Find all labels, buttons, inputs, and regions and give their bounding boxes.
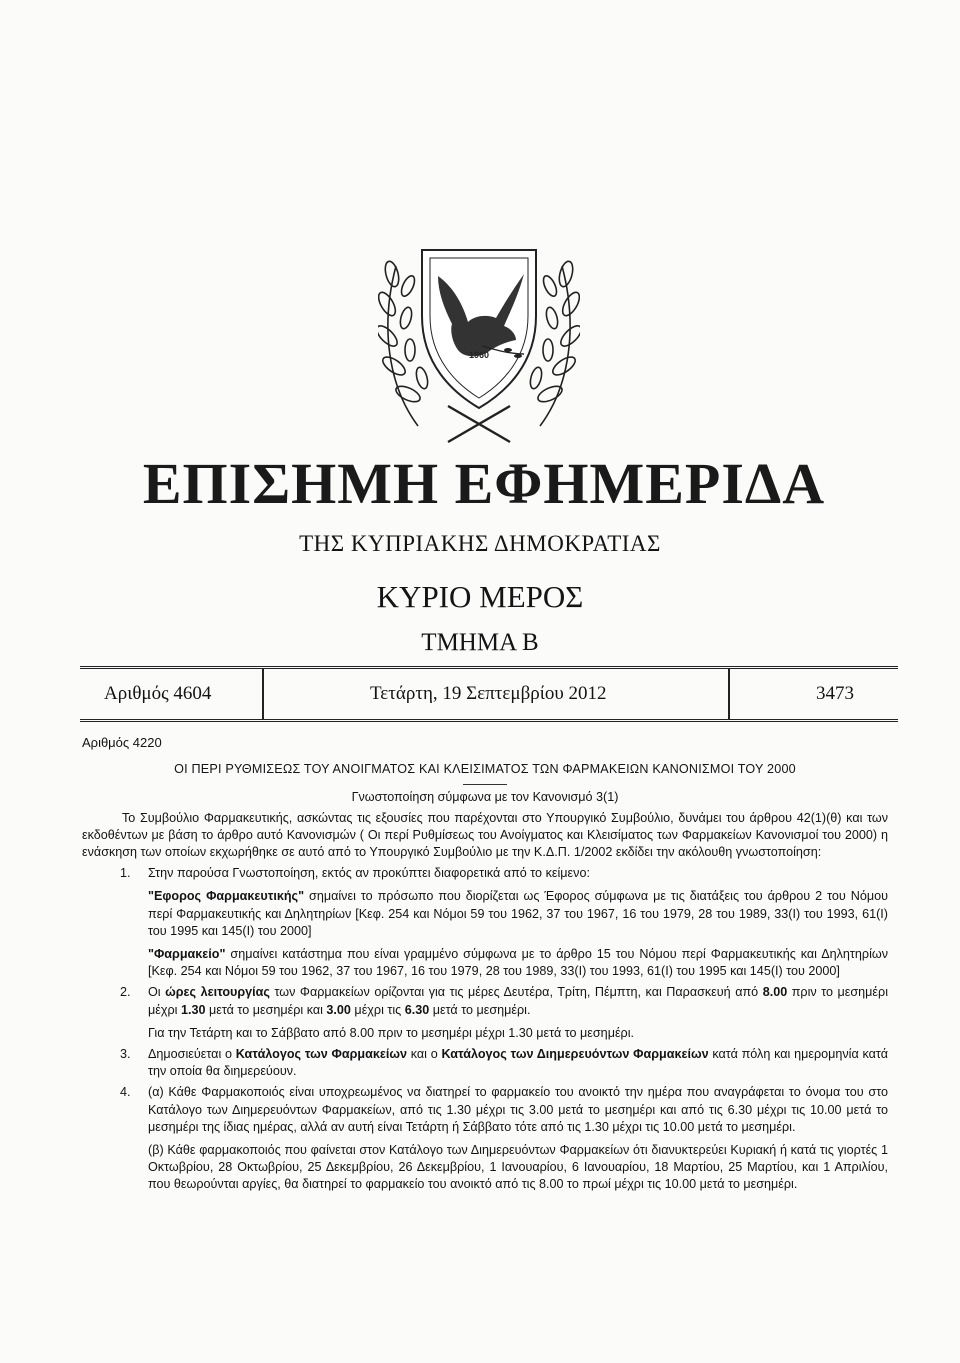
gazette-section: ΤΜΗΜΑ Β: [421, 629, 539, 656]
item-text: Οι: [148, 985, 166, 1000]
document-number: Αριθμός 4220: [82, 735, 162, 750]
divider: [262, 669, 264, 719]
item-subparagraph: (β) Κάθε φαρμακοποιός που φαίνεται στον Κατάλογο των Διημερευόντων Φαρμακείων ότι διανυκτερεύει Κυριακή ή κατά τις γιορτές 1 Οκτωβρίου, 28 Οκτωβρίου, 25 Δεκεμβρίου, 26 Δεκεμβρίου, 1 Ιανουαρίου, 6 Ιανουαρίου, 18 Μαρτίου, 25 Μαρτίου, και 1 Απριλίου, που θεωρούνται αργίες, θα διατηρεί το φαρμακείο του ανοικτό από τις 8.00 το πρωί μέχρι τις 10.00 μετά το μεσημέρι.: [148, 1143, 888, 1192]
list-item: [82, 865, 888, 882]
gazette-title: ΕΠΙΣΗΜΗ ΕΦΗΜΕΡΙΔΑ: [142, 451, 826, 516]
item-text-bold: 1.30: [180, 1002, 206, 1017]
definition: [82, 946, 888, 980]
item-number: 3.: [120, 1047, 131, 1062]
masthead: [0, 451, 960, 657]
item-text: Στην παρούσα Γνωστοποίηση, εκτός αν προκύπτει διαφορετικά από το κείμενο:: [148, 866, 590, 881]
item-text-bold: 3.00: [326, 1002, 351, 1017]
definition-term: "Εφορος Φαρμακευτικής": [148, 889, 305, 904]
item-text: μέχρι τις: [350, 1002, 405, 1017]
notice-heading: Γνωστοποίηση σύμφωνα με τον Κανονισμό 3(1): [351, 790, 619, 805]
item-text: (α) Κάθε Φαρμακοποιός είναι υποχρεωμένος να διατηρεί το φαρμακείο του ανοικτό την ημέρα που αναγράφεται το όνομα του στο Κατάλογο των Διημερευόντων Φαρμακείων, από τις 1.30 μέχρι τις 3.00 μετά το μεσημέρι και από τις 6.30 μέχρι τις 10.00 μετά το μεσημέρι της ίδιας ημέρας, αλλά αν αυτή είναι Τετάρτη ή Σάββατο τότε από τις 1.30 μέχρι τις 10.00 μετά το μεσημέρι.: [148, 1085, 888, 1134]
document-body: [82, 722, 888, 1194]
item-number: 1.: [120, 866, 131, 881]
definition-text: σημαίνει το πρόσωπο που διορίζεται ως Έφορος σύμφωνα με τις διατάξεις του άρθρου 2 του Νόμου περί Φαρμακευτικής και Δηλητηρίων [Κεφ. 254 και Νόμοι 59 του 1962, 37 του 1967, 16 του 1979, 28 του 1989, 33(Ι) του 1993, 61(Ι) του 1995 και 145(Ι) του 2000]: [148, 889, 888, 938]
item-number: 4.: [120, 1085, 131, 1100]
item-text-bold: 6.30: [404, 1002, 430, 1017]
item-text-bold: ώρες λειτουργίας: [165, 985, 270, 1000]
item-note: Για την Τετάρτη και το Σάββατο από 8.00 πριν το μεσημέρι μέχρι 1.30 μετά το μεσημέρι.: [148, 1025, 635, 1040]
issue-number: Αριθμός 4604: [104, 683, 212, 704]
item-text: μετά το μεσημέρι.: [429, 1002, 531, 1017]
definition-term: "Φαρμακείο": [148, 947, 226, 962]
item-number: 2.: [120, 985, 131, 1000]
definition-text: σημαίνει κατάστημα που είναι γραμμένο σύμφωνα με το άρθρο 15 του Νόμου περί Φαρμακευτικής και Δηλητηρίων [Κεφ. 254 και Νόμοι 59 του 1962, 37 του 1967, 16 του 1979, 28 του 1989, 33(Ι) του 1993, 61(Ι) του 1995 και 145(Ι) του 2000]: [148, 947, 889, 979]
item-text: κατά πόλη και ημερομηνία κατά την οποία θα διημερεύουν.: [148, 1047, 888, 1079]
regulation-title: ΟΙ ΠΕΡΙ ΡΥΘΜΙΣΕΩΣ ΤΟΥ ΑΝΟΙΓΜΑΤΟΣ ΚΑΙ ΚΛΕΙΣΙΜΑΤΟΣ ΤΩΝ ΦΑΡΜΑΚΕΙΩΝ ΚΑΝΟΝΙΣΜΟΙ ΤΟΥ 2000: [174, 762, 796, 777]
title-rule: [463, 784, 507, 785]
item-text: Δημοσιεύεται ο: [148, 1047, 236, 1062]
page-number: 3473: [816, 683, 854, 704]
item-text: πριν το μεσημέρι μέχρι: [148, 985, 889, 1017]
item-text: των Φαρμακείων ορίζονται για τις μέρες Δευτέρα, Τρίτη, Πέμπτη, και Παρασκευή από: [269, 985, 763, 1000]
list-item: [82, 1084, 888, 1136]
item-text: και ο: [406, 1047, 442, 1062]
divider: [728, 669, 730, 719]
list-item: [82, 1046, 888, 1080]
item-text-bold: 8.00: [762, 985, 788, 1000]
list-item: [82, 984, 888, 1018]
item-text-bold: Κατάλογος των Φαρμακείων: [235, 1047, 407, 1062]
item-text-bold: Κατάλογος των Διημερευόντων Φαρμακείων: [441, 1047, 709, 1062]
definition: [82, 888, 888, 940]
emblem-year: 1960: [468, 350, 490, 360]
gazette-part: ΚΥΡΙΟ ΜΕΡΟΣ: [376, 579, 584, 614]
issue-bar: [80, 666, 898, 722]
item-text: μετά το μεσημέρι και: [205, 1002, 327, 1017]
preamble: Το Συμβούλιο Φαρμακευτικής, ασκώντας τις εξουσίες που παρέχονται στο Υπουργικό Συμβούλιο, δυνάμει του άρθρου 42(1)(θ) και των εκδοθέντων με βάση το άρθρο αυτό Κανονισμών ( Οι περί Ρυθμίσεως του Ανοίγματος και Κλεισίματος των Φαρμακείων Κανονισμοί του 2000) η ενάσκηση των οποίων εκχωρήθηκε σε αυτό από το Υπουργικό Συμβούλιο με την Κ.Δ.Π. 1/2002 εκδίδει την ακόλουθη γνωστοποίηση:: [82, 810, 888, 860]
issue-date: Τετάρτη, 19 Σεπτεμβρίου 2012: [370, 683, 607, 704]
gazette-subtitle: ΤΗΣ ΚΥΠΡΙΑΚΗΣ ΔΗΜΟΚΡΑΤΙΑΣ: [299, 531, 661, 556]
coat-of-arms-emblem: [378, 246, 580, 446]
